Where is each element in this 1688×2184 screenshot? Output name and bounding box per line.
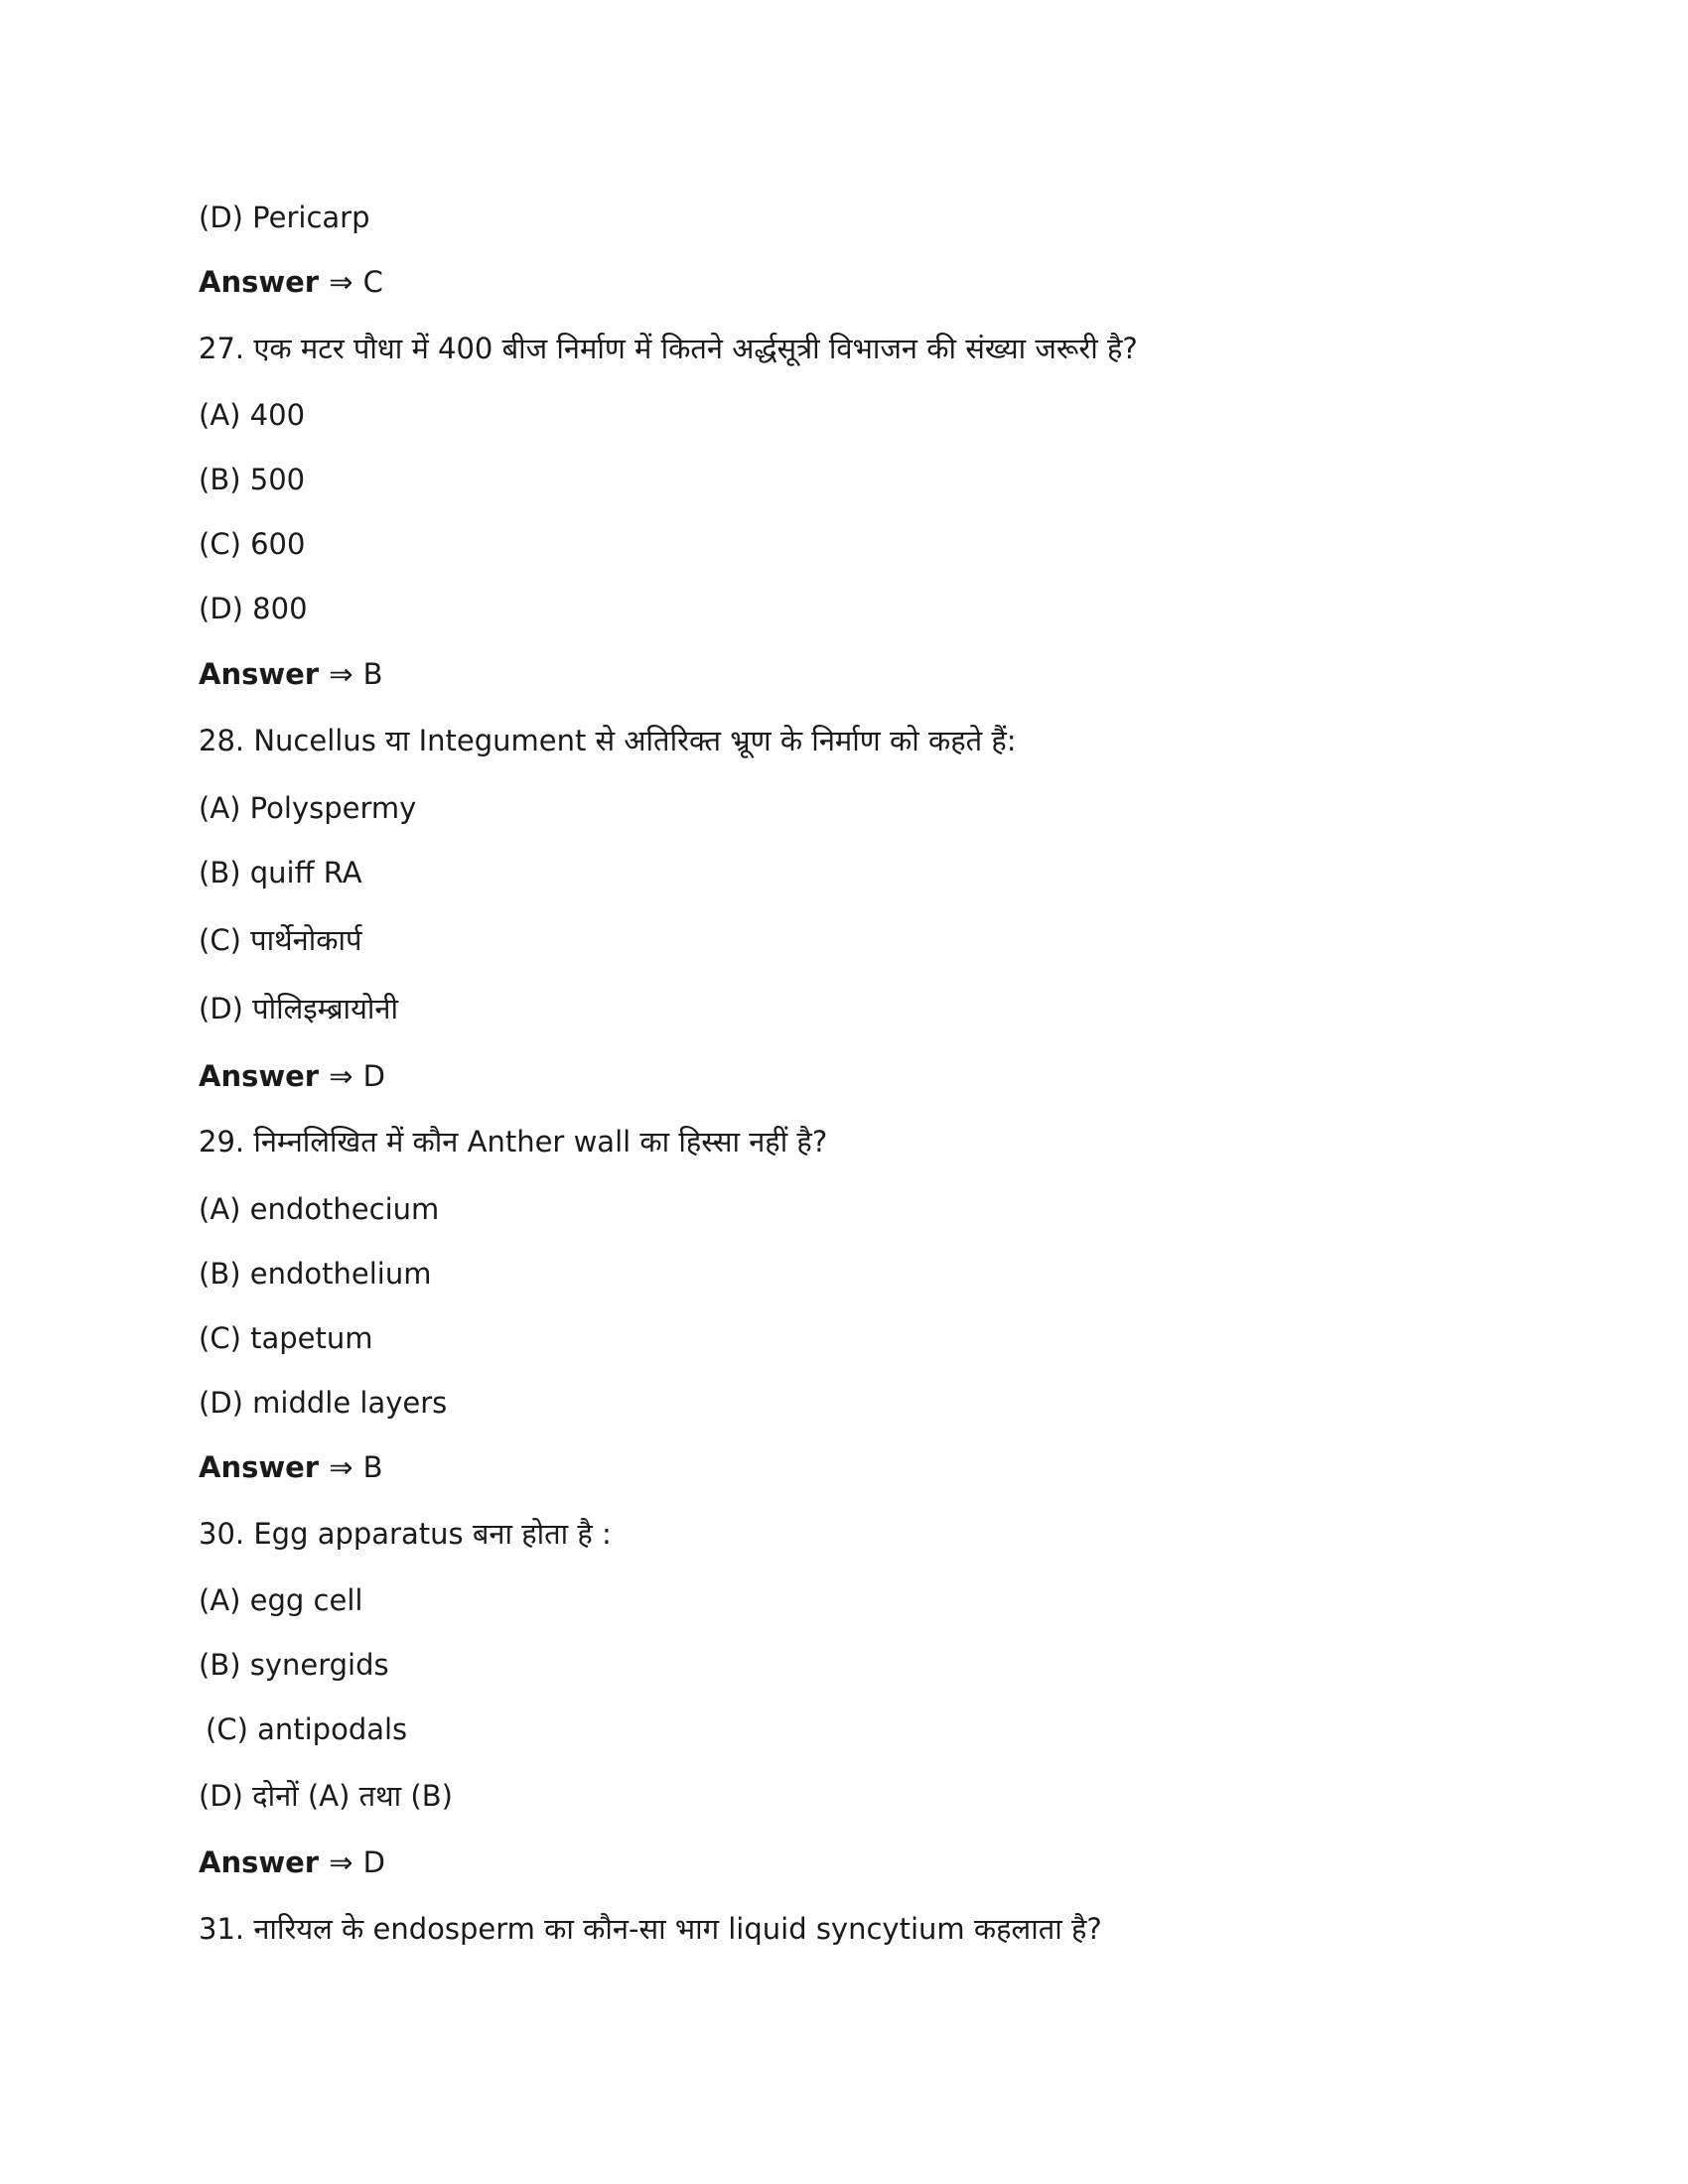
option-line: (B) quiff RA [199, 856, 362, 889]
option-line: (B) synergids [199, 1648, 389, 1682]
option-line: (A) egg cell [199, 1583, 363, 1617]
arrow-icon: ⇒ [329, 1450, 353, 1484]
option-line: (D) 800 [199, 592, 308, 625]
answer-line [199, 1447, 383, 1487]
question-line: 30. Egg apparatus बना होता है : [199, 1517, 612, 1551]
option-line: (A) Polyspermy [199, 791, 417, 825]
option-line: (C) antipodals [206, 1712, 408, 1746]
answer-value: B [362, 657, 383, 691]
answer-label: Answer [199, 1059, 320, 1093]
option-line: (C) पार्थेनोकार्प [199, 923, 362, 957]
option-line: (D) पोलिइम्ब्रायोनी [199, 992, 399, 1025]
question-line: 27. एक मटर पौधा में 400 बीज निर्माण में कितने अर्द्धसूत्री विभाजन की संख्या जरूरी है? [199, 332, 1138, 365]
answer-value: C [362, 265, 383, 299]
answer-value: D [362, 1059, 385, 1093]
arrow-icon: ⇒ [329, 1845, 353, 1879]
option-line: (A) 400 [199, 398, 306, 432]
answer-line [199, 262, 383, 302]
answer-line [199, 1843, 385, 1882]
question-line: 31. नारियल के endosperm का कौन-सा भाग liquid syncytium कहलाता है? [199, 1912, 1102, 1946]
answer-line [199, 1056, 385, 1096]
option-line: (A) endothecium [199, 1192, 440, 1226]
question-line: 28. Nucellus या Integument से अतिरिक्त भ्रूण के निर्माण को कहते हैं: [199, 724, 1017, 757]
option-line: (C) 600 [199, 527, 306, 561]
arrow-icon: ⇒ [329, 265, 353, 299]
answer-label: Answer [199, 657, 320, 691]
option-line: (D) Pericarp [199, 201, 370, 234]
option-line: (D) दोनों (A) तथा (B) [199, 1779, 453, 1813]
answer-label: Answer [199, 1450, 320, 1484]
arrow-icon: ⇒ [329, 657, 353, 691]
option-line: (B) 500 [199, 463, 306, 496]
answer-value: B [362, 1450, 383, 1484]
arrow-icon: ⇒ [329, 1059, 353, 1093]
option-line: (C) tapetum [199, 1321, 373, 1355]
question-line: 29. निम्नलिखित में कौन Anther wall का हिस्सा नहीं है? [199, 1125, 828, 1159]
answer-label: Answer [199, 265, 320, 299]
answer-value: D [362, 1845, 385, 1879]
answer-line [199, 654, 383, 694]
option-line: (D) middle layers [199, 1386, 448, 1420]
answer-label: Answer [199, 1845, 320, 1879]
option-line: (B) endothelium [199, 1257, 432, 1291]
